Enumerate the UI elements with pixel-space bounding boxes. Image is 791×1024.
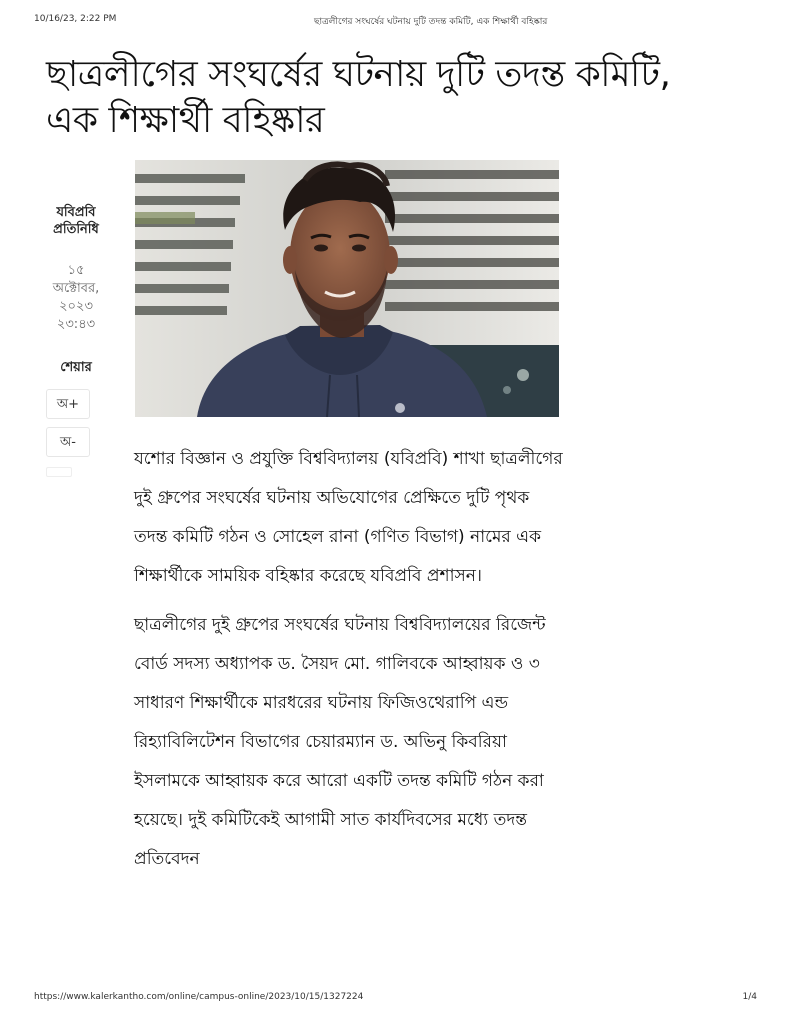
article-photo: [135, 160, 559, 417]
article-sidebar: [44, 204, 108, 477]
sidebar-placeholder: [46, 467, 72, 477]
article-paragraph: ছাত্রলীগের দুই গ্রুপের সংঘর্ষের ঘটনায় বিশ্ববিদ্যালয়ের রিজেন্ট বোর্ড সদস্য অধ্যাপক ড. সৈয়দ মো. গালিবকে আহ্বায়ক ও ৩ সাধারণ শিক্ষার্থীকে মারধরের ঘটনায় ফিজিওথেরাপি এন্ড রিহ্যাবিলিটেশন বিভাগের চেয়ারম্যান ড. অভিনু কিবরিয়া ইসলামকে আহ্বায়ক করে আরো একটি তদন্ত কমিটি গঠন করা হয়েছে। দুই কমিটিকেই আগামী সাত কার্যদিবসের মধ্যে তদন্ত প্রতিবেদন: [134, 615, 546, 869]
author-byline[interactable]: যবিপ্রবি প্রতিনিধি: [53, 205, 99, 237]
article-paragraph: যশোর বিজ্ঞান ও প্রযুক্তি বিশ্ববিদ্যালয় (যবিপ্রবি) শাখা ছাত্রলীগের দুই গ্রুপের সংঘর্ষের ঘটনায় অভিযোগের প্রেক্ষিতে দুটি পৃথক তদন্ত কমিটি গঠন ও সোহেল রানা (গণিত বিভাগ) নামের এক শিক্ষার্থীকে সাময়িক বহিষ্কার করেছে যবিপ্রবি প্রশাসন।: [134, 449, 563, 586]
font-increase-button[interactable]: অ+: [46, 389, 90, 419]
print-footer: [34, 992, 757, 1006]
publish-date: ১৫ অক্টোবর, ২০২৩ ২৩:৪৩: [52, 263, 100, 332]
portrait-image: [135, 160, 559, 417]
article-headline: ছাত্রলীগের সংঘর্ষের ঘটনায় দুটি তদন্ত কমিটি, এক শিক্ষার্থী বহিষ্কার: [46, 54, 671, 141]
article-body: [134, 440, 564, 889]
print-doc-title: ছাত্রলীগের সংঘর্ষের ঘটনায় দুটি তদন্ত কমিটি, এক শিক্ষার্থী বহিষ্কার: [314, 17, 548, 27]
print-header: [34, 14, 757, 30]
page-number: 1/4: [742, 992, 757, 1002]
print-datetime: 10/16/23, 2:22 PM: [34, 14, 117, 24]
font-decrease-button[interactable]: অ-: [46, 427, 90, 457]
page-url[interactable]: https://www.kalerkantho.com/online/campus-online/2023/10/15/1327224: [34, 992, 364, 1002]
share-label[interactable]: শেয়ার: [60, 360, 92, 375]
